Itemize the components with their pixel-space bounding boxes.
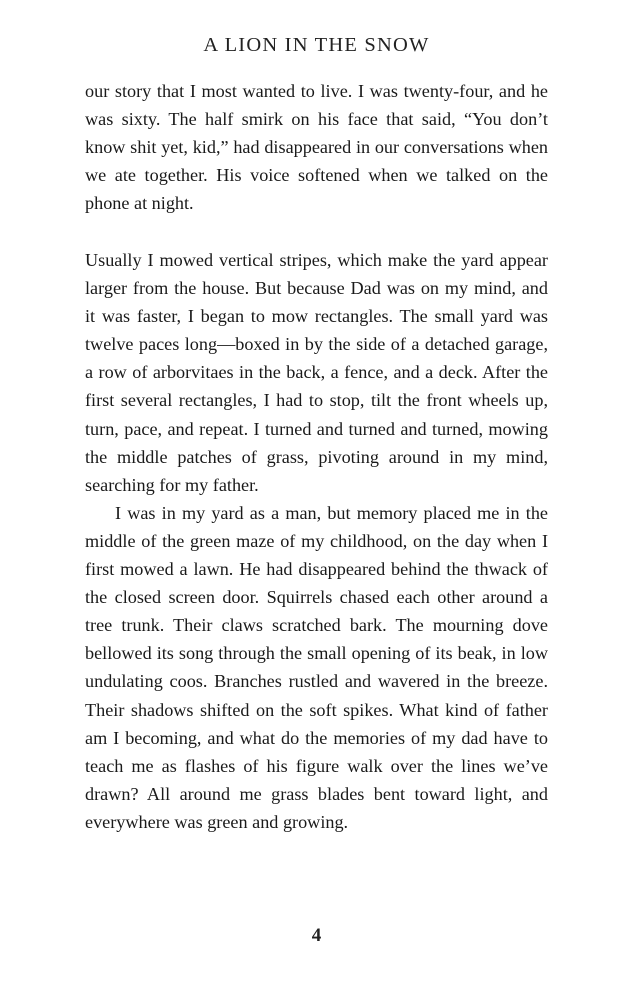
paragraph-continued: our story that I most wanted to live. I was twenty-four, and he was sixty. The half smirk on his face that said, “You don’t know shit yet, kid,” had disappeared in our conversations when we ate together. His voice softened when we talked on the phone at night. (85, 81, 548, 214)
page-number: 4 (311, 925, 322, 946)
paragraph: I was in my yard as a man, but memory placed me in the middle of the green maze of my childhood, on the day when I first mowed a lawn. He had disappeared behind the thwack of the closed screen door. Squirrels chased each other around a tree trunk. Their claws scratched bark. The mourning dove bellowed its song through the small opening of its beak, in low undulating coos. Branches rustled and wavered in the breeze. Their shadows shifted on the soft spikes. What kind of father am I becoming, and what do the memories of my dad have to teach me as flashes of his figure walk over the lines we’ve drawn? All around me grass blades bent toward light, and everywhere was green and growing. (85, 502, 548, 832)
running-head-title: A LION IN THE SNOW (203, 34, 430, 56)
paragraph-section-start: Usually I mowed vertical stripes, which make the yard appear larger from the house. But because Dad was on my mind, and it was faster, I began to mow rectangles. The small yard was twelve paces long—boxed in by the side of a detached garage, a row of arborvitaes in the back, a fence, and a deck. After the first several rectangles, I had to stop, tilt the front wheels up, turn, pace, and repeat. I turned and turned and turned, mowing the middle patches of grass, pivoting around in my mind, searching for my father. (85, 250, 548, 495)
body-text-section (85, 246, 548, 836)
body-text-continued (85, 77, 548, 217)
